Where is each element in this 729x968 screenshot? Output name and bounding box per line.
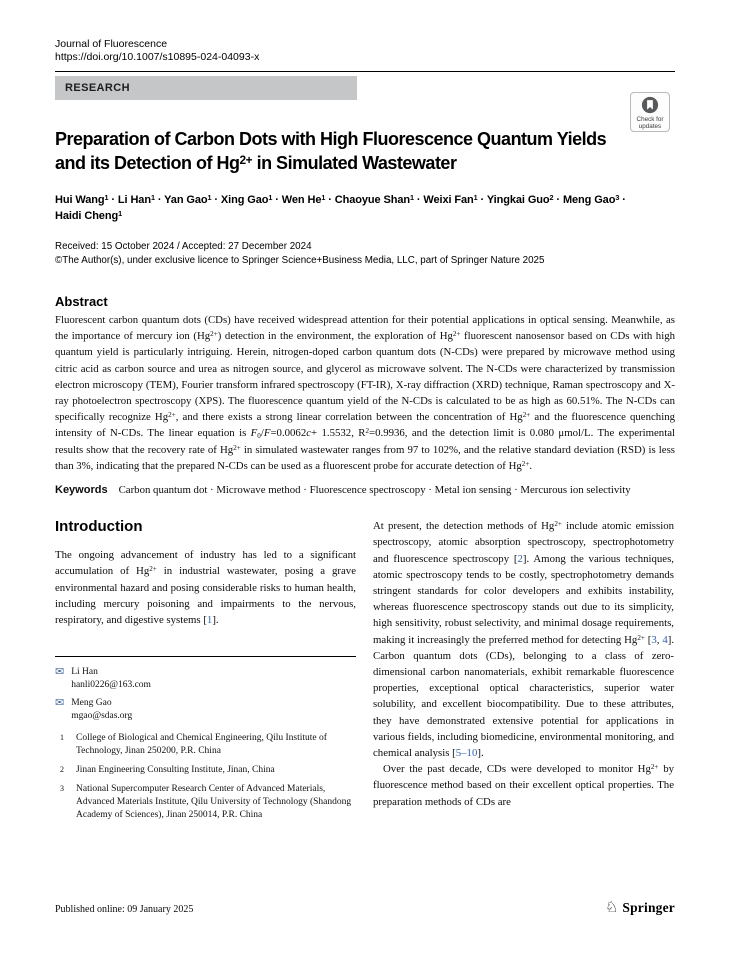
two-column-body <box>55 518 675 828</box>
citation-link[interactable]: 1 <box>206 614 213 627</box>
footnote-rule <box>55 656 356 657</box>
article-title: Preparation of Carbon Dots with High Fluorescence Quantum Yields and its Detection of $Hg^{2+}$ in Simulated Wastewater <box>55 129 607 173</box>
correspondence-email[interactable]: mgao@sdas.org <box>71 711 133 722</box>
article-type-label: RESEARCH <box>55 76 357 100</box>
springer-knight-icon: ♘ <box>604 898 619 916</box>
envelope-icon: ✉ <box>55 666 65 679</box>
author-list: Hui Wang$^1$ · Li Han$^1$ · Yan Gao$^1$ · Xing Gao$^1$ · Wen $He^1$ · Chaoyue Shan$^1$ · Weixi Fan$^1$ · Yingkai Guo$^2$ · Meng Gao$^3$ · Haidi Cheng$^1$ <box>55 192 626 222</box>
correspondence-entry <box>55 697 356 723</box>
affiliation-text: Jinan Engineering Consulting Institute, Jinan, China <box>76 765 275 776</box>
correspondence-entry <box>55 666 356 692</box>
copyright-line: ©The Author(s), under exclusive licence to Springer Science+Business Media, LLC, part of Springer Nature 2025 <box>55 254 545 266</box>
right-paragraph-2: Over the past decade, CDs were developed to monitor $Hg^{2+}$ by fluorescence method based on their excellent optical properties. The preparation methods of CDs are <box>373 763 674 808</box>
check-updates-label: Check for updates <box>636 115 664 130</box>
header-rule <box>55 71 675 72</box>
citation-link[interactable]: 4 <box>662 633 668 646</box>
abstract-text: Fluorescent carbon quantum dots (CDs) have received widespread attention for their potential applications in optical sensing. Meanwhile, as the importance of mercury ion $(Hg^{2+})$ detection in the environment, the exploration of $Hg^{2+}$ fluorescent nanosensor based on CDs with high quantum yield is particularly intriguing. Herein, nitrogen-doped carbon quantum dots (N-CDs) were prepared by microwave method using citric acid as carbon source and urea as nitrogen source, and glycerol as microwave solvent. The N-CDs were characterized by transmission electron microscopy (TEM), Fourier transform infrared spectroscopy (FT-IR), X-ray diffraction (XRD) technique, Raman spectroscopy and X-ray photoelectron spectroscopy (XPS). The fluorescence quantum yield of the N-CDs is calculated to be as high as 60.51%. The N-CDs can specifically recognize $Hg^{2+}$, and there exists a strong linear correlation between the concentration of $Hg^{2+}$ and the fluorescence quenching intensity of N-CDs. The linear equation is $F_0/F=0.0062c+ 1.5532$, $R^2=0.9936$, and the detection limit is 0.080 μmol/L. The experimental results show that the recovery rate of $Hg^{2+}$ in simulated wastewater ranges from 97 to 102%, and the relative standard deviation (RSD) is less than 3%, indicating that the prepared N-CDs can be used as a fluorescent probe for accurate detection of $Hg^{2+}$. <box>55 314 675 472</box>
received-accepted-line: Received: 15 October 2024 / Accepted: 27 December 2024 <box>55 241 312 252</box>
keywords-line <box>55 482 675 498</box>
journal-name: Journal of Fluorescence <box>55 38 168 50</box>
correspondence-name: Li Han <box>71 667 98 678</box>
springer-logo <box>605 899 675 916</box>
correspondence-email[interactable]: hanli0226@163.com <box>71 680 151 691</box>
footnote-block <box>55 656 356 822</box>
keywords-heading: Keywords <box>55 484 108 497</box>
abstract-heading: Abstract <box>55 294 108 309</box>
keywords-text: Carbon quantum dot · Microwave method · Fluorescence spectroscopy · Metal ion sensing · Mercurous ion selectivity <box>118 484 631 497</box>
published-online-date: Published online: 09 January 2025 <box>55 904 194 915</box>
affiliation-number: 3 <box>60 784 64 794</box>
affiliation-number: 1 <box>60 733 64 743</box>
affiliation-item <box>55 764 356 777</box>
affiliation-number: 2 <box>60 765 64 775</box>
right-column <box>373 518 674 828</box>
affiliation-text: College of Biological and Chemical Engineering, Qilu Institute of Technology, Jinan 250200, P.R. China <box>76 733 327 757</box>
citation-link[interactable]: 2 <box>517 552 523 565</box>
affiliation-item <box>55 783 356 822</box>
left-column <box>55 518 356 828</box>
doi-link[interactable]: https://doi.org/10.1007/s10895-024-04093-x <box>55 51 260 63</box>
envelope-icon: ✉ <box>55 697 65 710</box>
introduction-heading: Introduction <box>55 518 143 536</box>
affiliation-item <box>55 732 356 758</box>
introduction-paragraph: The ongoing advancement of industry has led to a significant accumulation of $Hg^{2+}$ in industrial wastewater, posing a grave environmental hazard and posing considerable risks to human health, including mercury poisoning and impairments to the nervous, respiratory, and digestive systems [1]. <box>55 549 356 627</box>
citation-link[interactable]: 5–10 <box>455 747 478 760</box>
right-paragraph-1: At present, the detection methods of $Hg^{2+}$ include atomic emission spectroscopy, atomic absorption spectroscopy, spectrophotometry and fluorescence spectroscopy [2]. Among the various techniques, atomic spectroscopy tends to be costly, spectrophotometry demands stringent standards for color developers and exhibits instability, whereas fluorescence spectroscopy stands out due to its simplicity, high sensitivity, robust selectivity, and minimal dosage requirements, making it increasingly the preferred method for detecting $Hg^{2+}$ [3, 4]. Carbon quantum dots (CDs), belonging to a class of zero-dimensional carbon nanomaterials, exhibit remarkable fluorescence properties, exceptional optical characteristics, superior water solubility, and excellent biocompatibility. Due to these attributes, they have demonstrated extensive potential for applications in various fields, including biomedicine, environmental monitoring, and chemical analysis [5–10]. <box>373 520 675 760</box>
affiliation-list <box>55 732 356 822</box>
correspondence-name: Meng Gao <box>71 698 112 709</box>
springer-wordmark: Springer <box>622 899 675 915</box>
citation-link[interactable]: 3 <box>651 633 657 646</box>
affiliation-text: National Supercomputer Research Center of Advanced Materials, Advanced Materials Institute, Qilu University of Technology (Shandong Academy of Sciences), Jinan 250014, P.R. China <box>76 784 352 821</box>
